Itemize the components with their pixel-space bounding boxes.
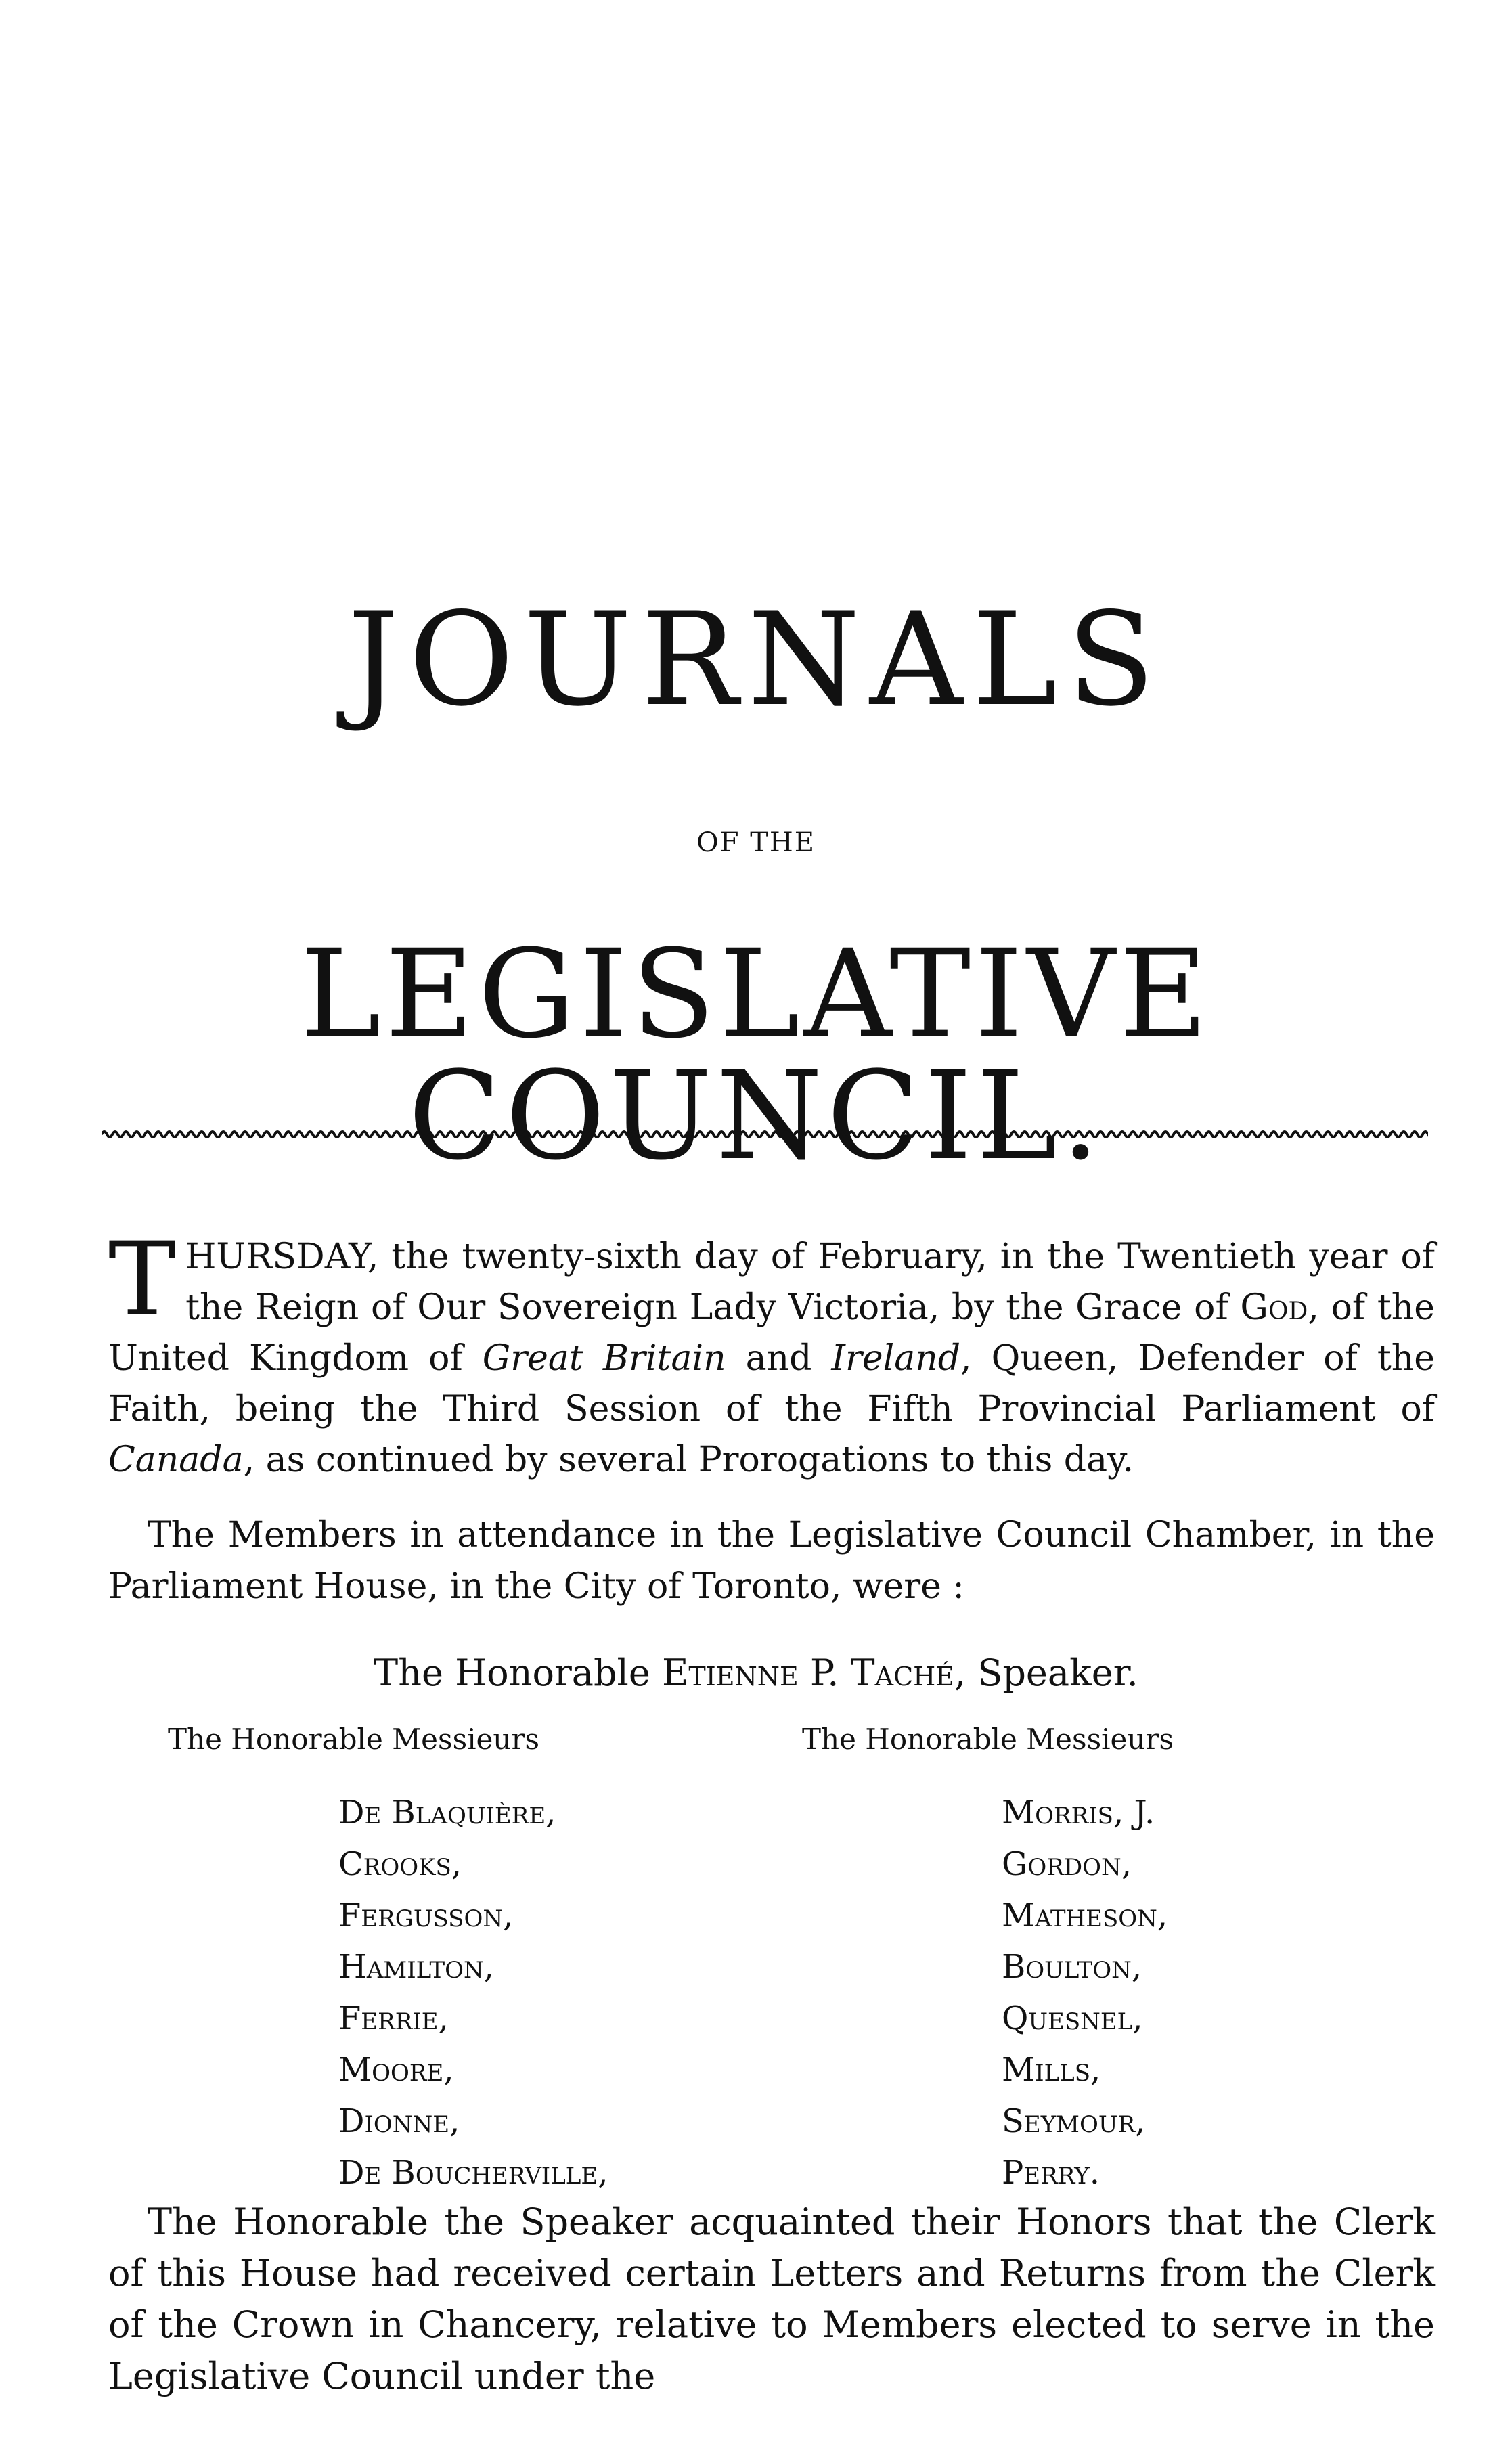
opening-paragraph: THURSDAY, the twenty-sixth day of February, in the Twentieth year of the Reign of Our Sovereign Lady Victoria, by the Grace of God, of the United Kingdom of Great Britain and Ireland, Queen, Defender of the Faith, being the Third Session of the Fifth Provincial Parliament of Canada, as continued by several Prorogations to this day. (108, 1221, 1435, 1480)
member-name: Moore, (338, 2051, 454, 2089)
attendance-paragraph: The Members in attendance in the Legislative Council Chamber, in the Parliament House, in the City of Toronto, were : (108, 1515, 1435, 1607)
member-name: Seymour, (1002, 2102, 1146, 2140)
member-name: Ferrie, (338, 1999, 449, 2037)
council-title: LEGISLATIVE COUNCIL. (300, 924, 1212, 1187)
wavy-rule-divider (102, 1127, 1428, 1142)
member-name: Fergusson, (338, 1897, 514, 1934)
left-member-list (338, 1787, 608, 2198)
canada-italic: Canada (108, 1440, 244, 1480)
right-member-list (1002, 1787, 1168, 2198)
left-column-header: The Honorable Messieurs (168, 1723, 540, 1756)
member-name: Morris, J. (1002, 1794, 1155, 1832)
member-name: Gordon, (1002, 1845, 1132, 1883)
member-name: Mills, (1002, 2051, 1101, 2089)
member-name: De Blaquière, (338, 1794, 556, 1832)
member-name: Quesnel, (1002, 1999, 1143, 2037)
journal-title: JOURNALS (347, 585, 1165, 734)
great-britain-italic: Great Britain (482, 1338, 726, 1379)
member-name: Hamilton, (338, 1948, 495, 1986)
speaker-announcement-paragraph: The Honorable the Speaker acquainted their Honors that the Clerk of this House had received certain Letters and Returns from the Clerk of the Crown in Chancery, relative to Members elected to serve in the Legislative Council under the (108, 2200, 1435, 2397)
member-name: Boulton, (1002, 1948, 1142, 1986)
member-name: Perry. (1002, 2154, 1100, 2192)
member-name: Crooks, (338, 1845, 462, 1883)
god-smallcaps: God (1240, 1287, 1308, 1328)
ireland-italic: Ireland (831, 1338, 961, 1379)
member-name: Matheson, (1002, 1897, 1168, 1934)
member-name: De Boucherville, (338, 2154, 608, 2192)
right-column-header: The Honorable Messieurs (802, 1723, 1174, 1756)
title-of-the: OF THE (696, 827, 816, 858)
drop-cap: T (108, 1221, 177, 1339)
speaker-line: The Honorable Etienne P. Taché, Speaker. (374, 1652, 1138, 1694)
member-name: Dionne, (338, 2102, 460, 2140)
